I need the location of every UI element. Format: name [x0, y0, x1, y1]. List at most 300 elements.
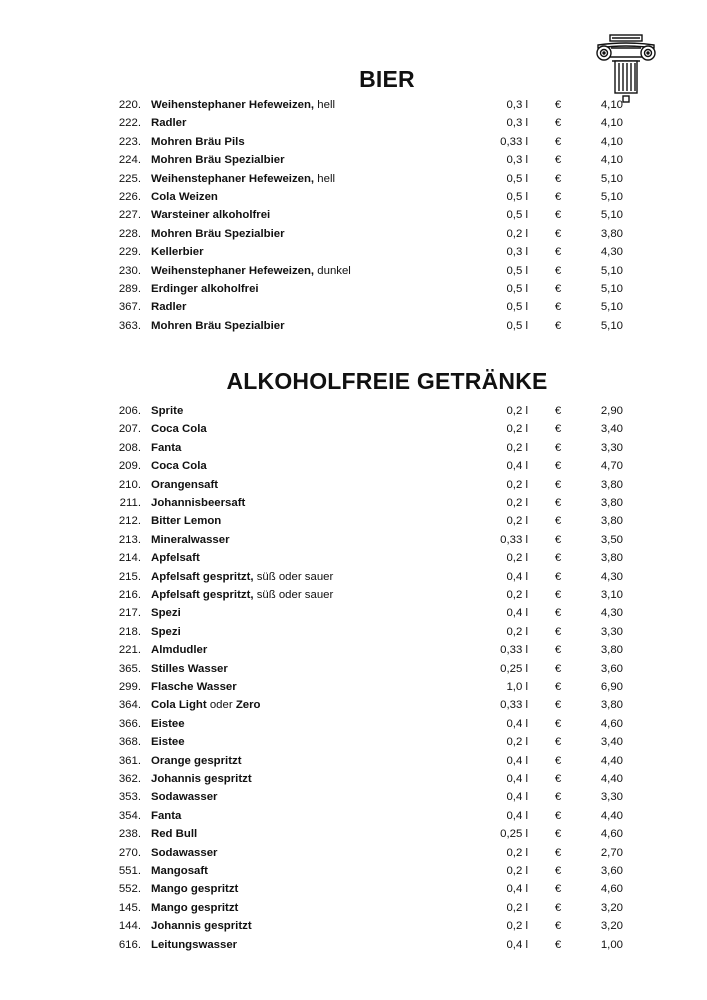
item-number: 209.: [118, 460, 141, 473]
item-name-bold: Coca Cola: [151, 460, 207, 473]
item-price: 4,10: [600, 154, 623, 167]
item-name: [151, 457, 207, 475]
currency-symbol: €: [554, 99, 562, 111]
item-size: 0,4 l: [506, 883, 528, 896]
item-number: 215.: [118, 570, 141, 583]
item-price: 5,10: [600, 172, 623, 185]
menu-item: [0, 494, 707, 512]
currency-symbol: €: [554, 809, 562, 822]
item-name: [151, 439, 181, 457]
section-title: ALKOHOLFREIE GETRÄNKE: [226, 368, 548, 394]
item-name-bold: Stilles Wasser: [151, 662, 228, 675]
item-size: 0,5 l: [506, 209, 528, 222]
item-name-bold: Kellerbier: [151, 246, 204, 259]
item-number: 224.: [118, 154, 141, 167]
item-price: 1,00: [600, 938, 623, 951]
item-number: 210.: [118, 478, 141, 491]
item-number: 362.: [118, 773, 141, 785]
item-name: [151, 733, 185, 751]
item-name: [151, 402, 183, 420]
item-name: [151, 114, 186, 132]
currency-symbol: €: [554, 625, 562, 638]
item-size: 0,3 l: [506, 246, 528, 259]
item-price: 4,60: [600, 717, 623, 730]
item-size: 0,4 l: [506, 717, 528, 730]
item-name: [151, 476, 218, 494]
menu-item: [0, 457, 707, 475]
item-size: 0,2 l: [506, 227, 528, 240]
currency-symbol: €: [554, 441, 562, 454]
currency-symbol: €: [554, 135, 562, 148]
item-price: 3,80: [600, 644, 623, 657]
item-number: 217.: [118, 607, 141, 620]
currency-symbol: €: [554, 533, 562, 546]
item-name: [151, 494, 245, 512]
item-price: 3,50: [600, 533, 623, 546]
menu-item: [0, 262, 707, 280]
item-size: 0,2 l: [506, 515, 528, 528]
item-name: [151, 188, 218, 206]
item-name-bold: Mango gespritzt: [151, 901, 239, 914]
item-name-bold: Zero: [235, 699, 261, 712]
item-price: 4,30: [600, 246, 623, 259]
item-name-bold: Apfelsaft: [151, 552, 200, 565]
item-price: 4,30: [600, 570, 623, 583]
item-name-bold: Eistee: [151, 717, 185, 730]
item-number: 367.: [118, 301, 141, 314]
item-number: 206.: [118, 405, 141, 417]
item-name-bold: Johannis gespritzt: [151, 773, 252, 785]
item-price: 4,40: [600, 809, 623, 822]
item-name-bold: Spezi: [151, 625, 181, 638]
menu-item: [0, 678, 707, 696]
item-price: 3,40: [600, 736, 623, 749]
item-price: 3,30: [600, 625, 623, 638]
item-name: [151, 696, 261, 714]
item-price: 4,40: [600, 754, 623, 767]
item-name: [151, 770, 252, 788]
currency-symbol: €: [554, 570, 562, 583]
item-name-note: hell: [314, 172, 336, 185]
item-size: 0,5 l: [506, 319, 528, 332]
item-name-note: dunkel: [314, 264, 351, 277]
item-price: 3,80: [600, 227, 623, 240]
item-name: [151, 280, 259, 298]
currency-symbol: €: [554, 117, 562, 130]
item-name: [151, 862, 208, 880]
item-name: [151, 512, 221, 530]
item-name-note: süß oder sauer: [253, 570, 334, 583]
currency-symbol: €: [554, 172, 562, 185]
menu-item: [0, 206, 707, 224]
item-size: 0,2 l: [506, 846, 528, 859]
menu-item: [0, 280, 707, 298]
item-size: 0,5 l: [506, 283, 528, 295]
currency-symbol: €: [554, 552, 562, 565]
item-number: 229.: [118, 246, 141, 259]
item-name-bold: Almdudler: [151, 644, 208, 657]
item-number: 216.: [118, 589, 141, 601]
currency-symbol: €: [554, 717, 562, 730]
item-price: 3,20: [600, 901, 623, 914]
item-name-bold: Mohren Bräu Spezialbier: [151, 319, 285, 332]
item-number: 145.: [118, 901, 141, 914]
item-name: [151, 133, 245, 151]
item-number: 299.: [118, 681, 141, 693]
currency-symbol: €: [554, 846, 562, 859]
menu-item: [0, 225, 707, 243]
item-name: [151, 151, 285, 169]
section-title: BIER: [359, 66, 415, 92]
item-name-bold: Sodawasser: [151, 791, 218, 804]
item-name-bold: Mohren Bräu Pils: [151, 135, 245, 148]
item-name-bold: Sodawasser: [151, 846, 218, 859]
item-size: 0,4 l: [506, 773, 528, 785]
item-size: 0,2 l: [506, 901, 528, 914]
item-price: 3,80: [600, 552, 623, 565]
item-number: 207.: [118, 423, 141, 436]
item-name: [151, 317, 285, 335]
item-name-bold: Radler: [151, 117, 187, 130]
currency-symbol: €: [554, 607, 562, 620]
item-number: 222.: [118, 117, 141, 130]
item-size: 0,33 l: [500, 699, 528, 712]
item-name-bold: Weihenstephaner Hefeweizen,: [151, 264, 315, 277]
item-name: [151, 604, 181, 622]
item-number: 552.: [118, 883, 141, 896]
item-number: 368.: [118, 736, 141, 749]
currency-symbol: €: [554, 478, 562, 491]
item-size: 1,0 l: [506, 681, 528, 693]
item-price: 3,60: [600, 662, 623, 675]
item-size: 0,5 l: [506, 301, 528, 314]
item-number: 213.: [118, 533, 141, 546]
item-size: 0,2 l: [506, 865, 528, 877]
item-size: 0,4 l: [506, 460, 528, 473]
item-number: 365.: [118, 662, 141, 675]
menu-item: [0, 604, 707, 622]
item-name-bold: Johannisbeersaft: [151, 497, 246, 509]
item-price: 5,10: [600, 264, 623, 277]
item-name-bold: Cola Weizen: [151, 191, 218, 203]
currency-symbol: €: [554, 319, 562, 332]
item-price: 3,80: [600, 497, 623, 509]
currency-symbol: €: [554, 773, 562, 785]
item-size: 0,5 l: [506, 191, 528, 203]
currency-symbol: €: [554, 209, 562, 222]
menu-item: [0, 512, 707, 530]
currency-symbol: €: [554, 264, 562, 277]
item-name-bold: Coca Cola: [151, 423, 207, 436]
menu-item: [0, 170, 707, 188]
item-name: [151, 96, 335, 114]
item-name-bold: Mango gespritzt: [151, 883, 239, 896]
menu-item: [0, 568, 707, 586]
menu-item: [0, 402, 707, 420]
item-size: 0,2 l: [506, 441, 528, 454]
menu-item: [0, 420, 707, 438]
item-number: 361.: [118, 754, 141, 767]
menu-item: [0, 899, 707, 917]
item-number: 354.: [118, 809, 141, 822]
menu-item: [0, 917, 707, 935]
item-name: [151, 641, 207, 659]
item-name: [151, 788, 217, 806]
item-price: 5,10: [600, 301, 623, 314]
item-name-bold: Fanta: [151, 441, 182, 454]
item-price: 4,10: [600, 117, 623, 130]
currency-symbol: €: [554, 662, 562, 675]
item-name: [151, 917, 252, 935]
menu-item: [0, 114, 707, 132]
item-price: 5,10: [600, 319, 623, 332]
item-size: 0,2 l: [506, 552, 528, 565]
menu-item: [0, 788, 707, 806]
item-name-bold: Mohren Bräu Spezialbier: [151, 227, 285, 240]
item-size: 0,3 l: [506, 99, 528, 111]
currency-symbol: €: [554, 791, 562, 804]
menu-item: [0, 439, 707, 457]
item-name: [151, 568, 333, 586]
item-price: 2,90: [600, 405, 623, 417]
item-price: 5,10: [600, 209, 623, 222]
item-name: [151, 225, 285, 243]
item-number: 220.: [118, 99, 141, 111]
currency-symbol: €: [554, 736, 562, 749]
menu-item: [0, 862, 707, 880]
menu-item: [0, 243, 707, 261]
currency-symbol: €: [554, 699, 562, 712]
menu-item: [0, 825, 707, 843]
menu-item: [0, 660, 707, 678]
item-price: 6,90: [600, 681, 623, 693]
item-number: 364.: [118, 699, 141, 712]
currency-symbol: €: [554, 865, 562, 877]
menu-item: [0, 151, 707, 169]
currency-symbol: €: [554, 246, 562, 259]
item-name: [151, 899, 238, 917]
item-name: [151, 752, 242, 770]
item-size: 0,3 l: [506, 154, 528, 167]
menu-item: [0, 586, 707, 604]
item-name-bold: Red Bull: [151, 828, 198, 841]
item-price: 3,80: [600, 515, 623, 528]
item-name-bold: Weihenstephaner Hefeweizen,: [151, 99, 315, 111]
item-size: 0,4 l: [506, 607, 528, 620]
currency-symbol: €: [554, 301, 562, 314]
menu-item: [0, 696, 707, 714]
item-number: 211.: [119, 497, 141, 509]
menu-item: [0, 752, 707, 770]
menu-item: [0, 476, 707, 494]
currency-symbol: €: [554, 589, 562, 601]
item-price: 4,40: [600, 773, 623, 785]
item-price: 3,30: [600, 791, 623, 804]
currency-symbol: €: [554, 901, 562, 914]
currency-symbol: €: [554, 644, 562, 657]
menu-item: [0, 549, 707, 567]
item-size: 0,2 l: [506, 736, 528, 749]
item-name: [151, 660, 228, 678]
menu-item: [0, 880, 707, 898]
item-price: 3,80: [600, 478, 623, 491]
item-number: 353.: [118, 791, 141, 804]
item-price: 3,60: [600, 865, 623, 877]
item-name-note: oder: [206, 699, 236, 712]
item-name-bold: Orange gespritzt: [151, 754, 242, 767]
item-number: 366.: [118, 717, 141, 730]
item-name: [151, 623, 181, 641]
item-size: 0,2 l: [506, 423, 528, 436]
item-size: 0,33 l: [500, 644, 528, 657]
item-name-bold: Mohren Bräu Spezialbier: [151, 154, 285, 167]
item-price: 3,40: [600, 423, 623, 436]
menu-item: [0, 844, 707, 862]
item-name: [151, 243, 204, 261]
item-name-bold: Mangosaft: [151, 865, 208, 877]
item-number: 221.: [118, 644, 141, 657]
item-name-bold: Spezi: [151, 607, 181, 620]
item-size: 0,4 l: [506, 570, 528, 583]
currency-symbol: €: [554, 920, 562, 933]
item-size: 0,4 l: [506, 754, 528, 767]
item-size: 0,5 l: [506, 264, 528, 277]
item-number: 214.: [118, 552, 141, 565]
item-size: 0,2 l: [506, 625, 528, 638]
currency-symbol: €: [554, 191, 562, 203]
item-number: 226.: [118, 191, 141, 203]
currency-symbol: €: [554, 938, 562, 951]
item-name: [151, 531, 230, 549]
menu-item: [0, 623, 707, 641]
item-price: 4,60: [600, 828, 623, 841]
currency-symbol: €: [554, 283, 562, 295]
item-name-bold: Orangensaft: [151, 478, 219, 491]
item-name: [151, 678, 237, 696]
item-name: [151, 825, 197, 843]
currency-symbol: €: [554, 515, 562, 528]
item-size: 0,2 l: [506, 920, 528, 933]
item-price: 3,80: [600, 699, 623, 712]
item-name: [151, 807, 181, 825]
currency-symbol: €: [554, 423, 562, 436]
currency-symbol: €: [554, 460, 562, 473]
item-number: 208.: [118, 441, 141, 454]
item-name: [151, 262, 351, 280]
item-size: 0,2 l: [506, 405, 528, 417]
item-name-bold: Radler: [151, 301, 187, 314]
item-name: [151, 420, 207, 438]
menu-item: [0, 733, 707, 751]
menu-item: [0, 770, 707, 788]
item-name: [151, 298, 186, 316]
item-name: [151, 715, 185, 733]
menu-item: [0, 531, 707, 549]
item-number: 616.: [118, 938, 141, 951]
currency-symbol: €: [554, 497, 562, 509]
menu-item: [0, 807, 707, 825]
item-name: [151, 844, 217, 862]
item-size: 0,33 l: [500, 135, 528, 148]
item-price: 4,60: [600, 883, 623, 896]
item-name-bold: Johannis gespritzt: [151, 920, 252, 933]
item-price: 4,10: [600, 99, 623, 111]
item-name-bold: Leitungswasser: [151, 938, 238, 951]
item-size: 0,2 l: [506, 478, 528, 491]
item-name-bold: Erdinger alkoholfrei: [151, 283, 259, 295]
menu-item: [0, 188, 707, 206]
item-name-bold: Weihenstephaner Hefeweizen,: [151, 172, 315, 185]
item-name-bold: Sprite: [151, 405, 184, 417]
item-name-bold: Fanta: [151, 809, 182, 822]
item-price: 4,70: [600, 460, 623, 473]
item-number: 144.: [118, 920, 141, 933]
item-name-note: süß oder sauer: [253, 589, 334, 601]
menu-item: [0, 298, 707, 316]
item-name-bold: Bitter Lemon: [151, 515, 222, 528]
menu-item: [0, 641, 707, 659]
currency-symbol: €: [554, 828, 562, 841]
menu-item: [0, 133, 707, 151]
item-size: 0,25 l: [500, 662, 528, 675]
item-number: 363.: [118, 319, 141, 332]
item-price: 4,30: [600, 607, 623, 620]
item-price: 2,70: [600, 846, 623, 859]
item-number: 218.: [118, 625, 141, 638]
item-price: 5,10: [600, 283, 623, 295]
item-size: 0,4 l: [506, 938, 528, 951]
item-price: 3,20: [600, 920, 623, 933]
item-name: [151, 206, 270, 224]
item-size: 0,33 l: [500, 533, 528, 546]
item-number: 230.: [118, 264, 141, 277]
item-number: 212.: [118, 515, 141, 528]
item-number: 289.: [118, 283, 141, 295]
menu-item: [0, 96, 707, 114]
item-size: 0,4 l: [506, 791, 528, 804]
item-name-bold: Mineralwasser: [151, 533, 230, 546]
currency-symbol: €: [554, 883, 562, 896]
item-name-bold: Apfelsaft gespritzt,: [151, 589, 254, 601]
item-number: 270.: [118, 846, 141, 859]
item-name: [151, 880, 238, 898]
item-size: 0,2 l: [506, 497, 528, 509]
currency-symbol: €: [554, 405, 562, 417]
currency-symbol: €: [554, 754, 562, 767]
item-number: 228.: [118, 227, 141, 240]
item-number: 227.: [118, 209, 141, 222]
menu-item: [0, 317, 707, 335]
item-size: 0,2 l: [506, 589, 528, 601]
currency-symbol: €: [554, 154, 562, 167]
item-number: 551.: [118, 865, 141, 877]
item-price: 5,10: [600, 191, 623, 203]
item-size: 0,4 l: [506, 809, 528, 822]
item-size: 0,3 l: [506, 117, 528, 130]
item-name: [151, 936, 237, 954]
currency-symbol: €: [554, 681, 562, 693]
item-price: 3,30: [600, 441, 623, 454]
item-name-bold: Flasche Wasser: [151, 681, 237, 693]
item-size: 0,25 l: [500, 828, 528, 841]
item-price: 4,10: [600, 135, 623, 148]
item-name-bold: Eistee: [151, 736, 185, 749]
item-name-bold: Apfelsaft gespritzt,: [151, 570, 254, 583]
item-name: [151, 586, 333, 604]
item-size: 0,5 l: [506, 172, 528, 185]
item-name: [151, 170, 335, 188]
item-name-note: hell: [314, 99, 336, 111]
